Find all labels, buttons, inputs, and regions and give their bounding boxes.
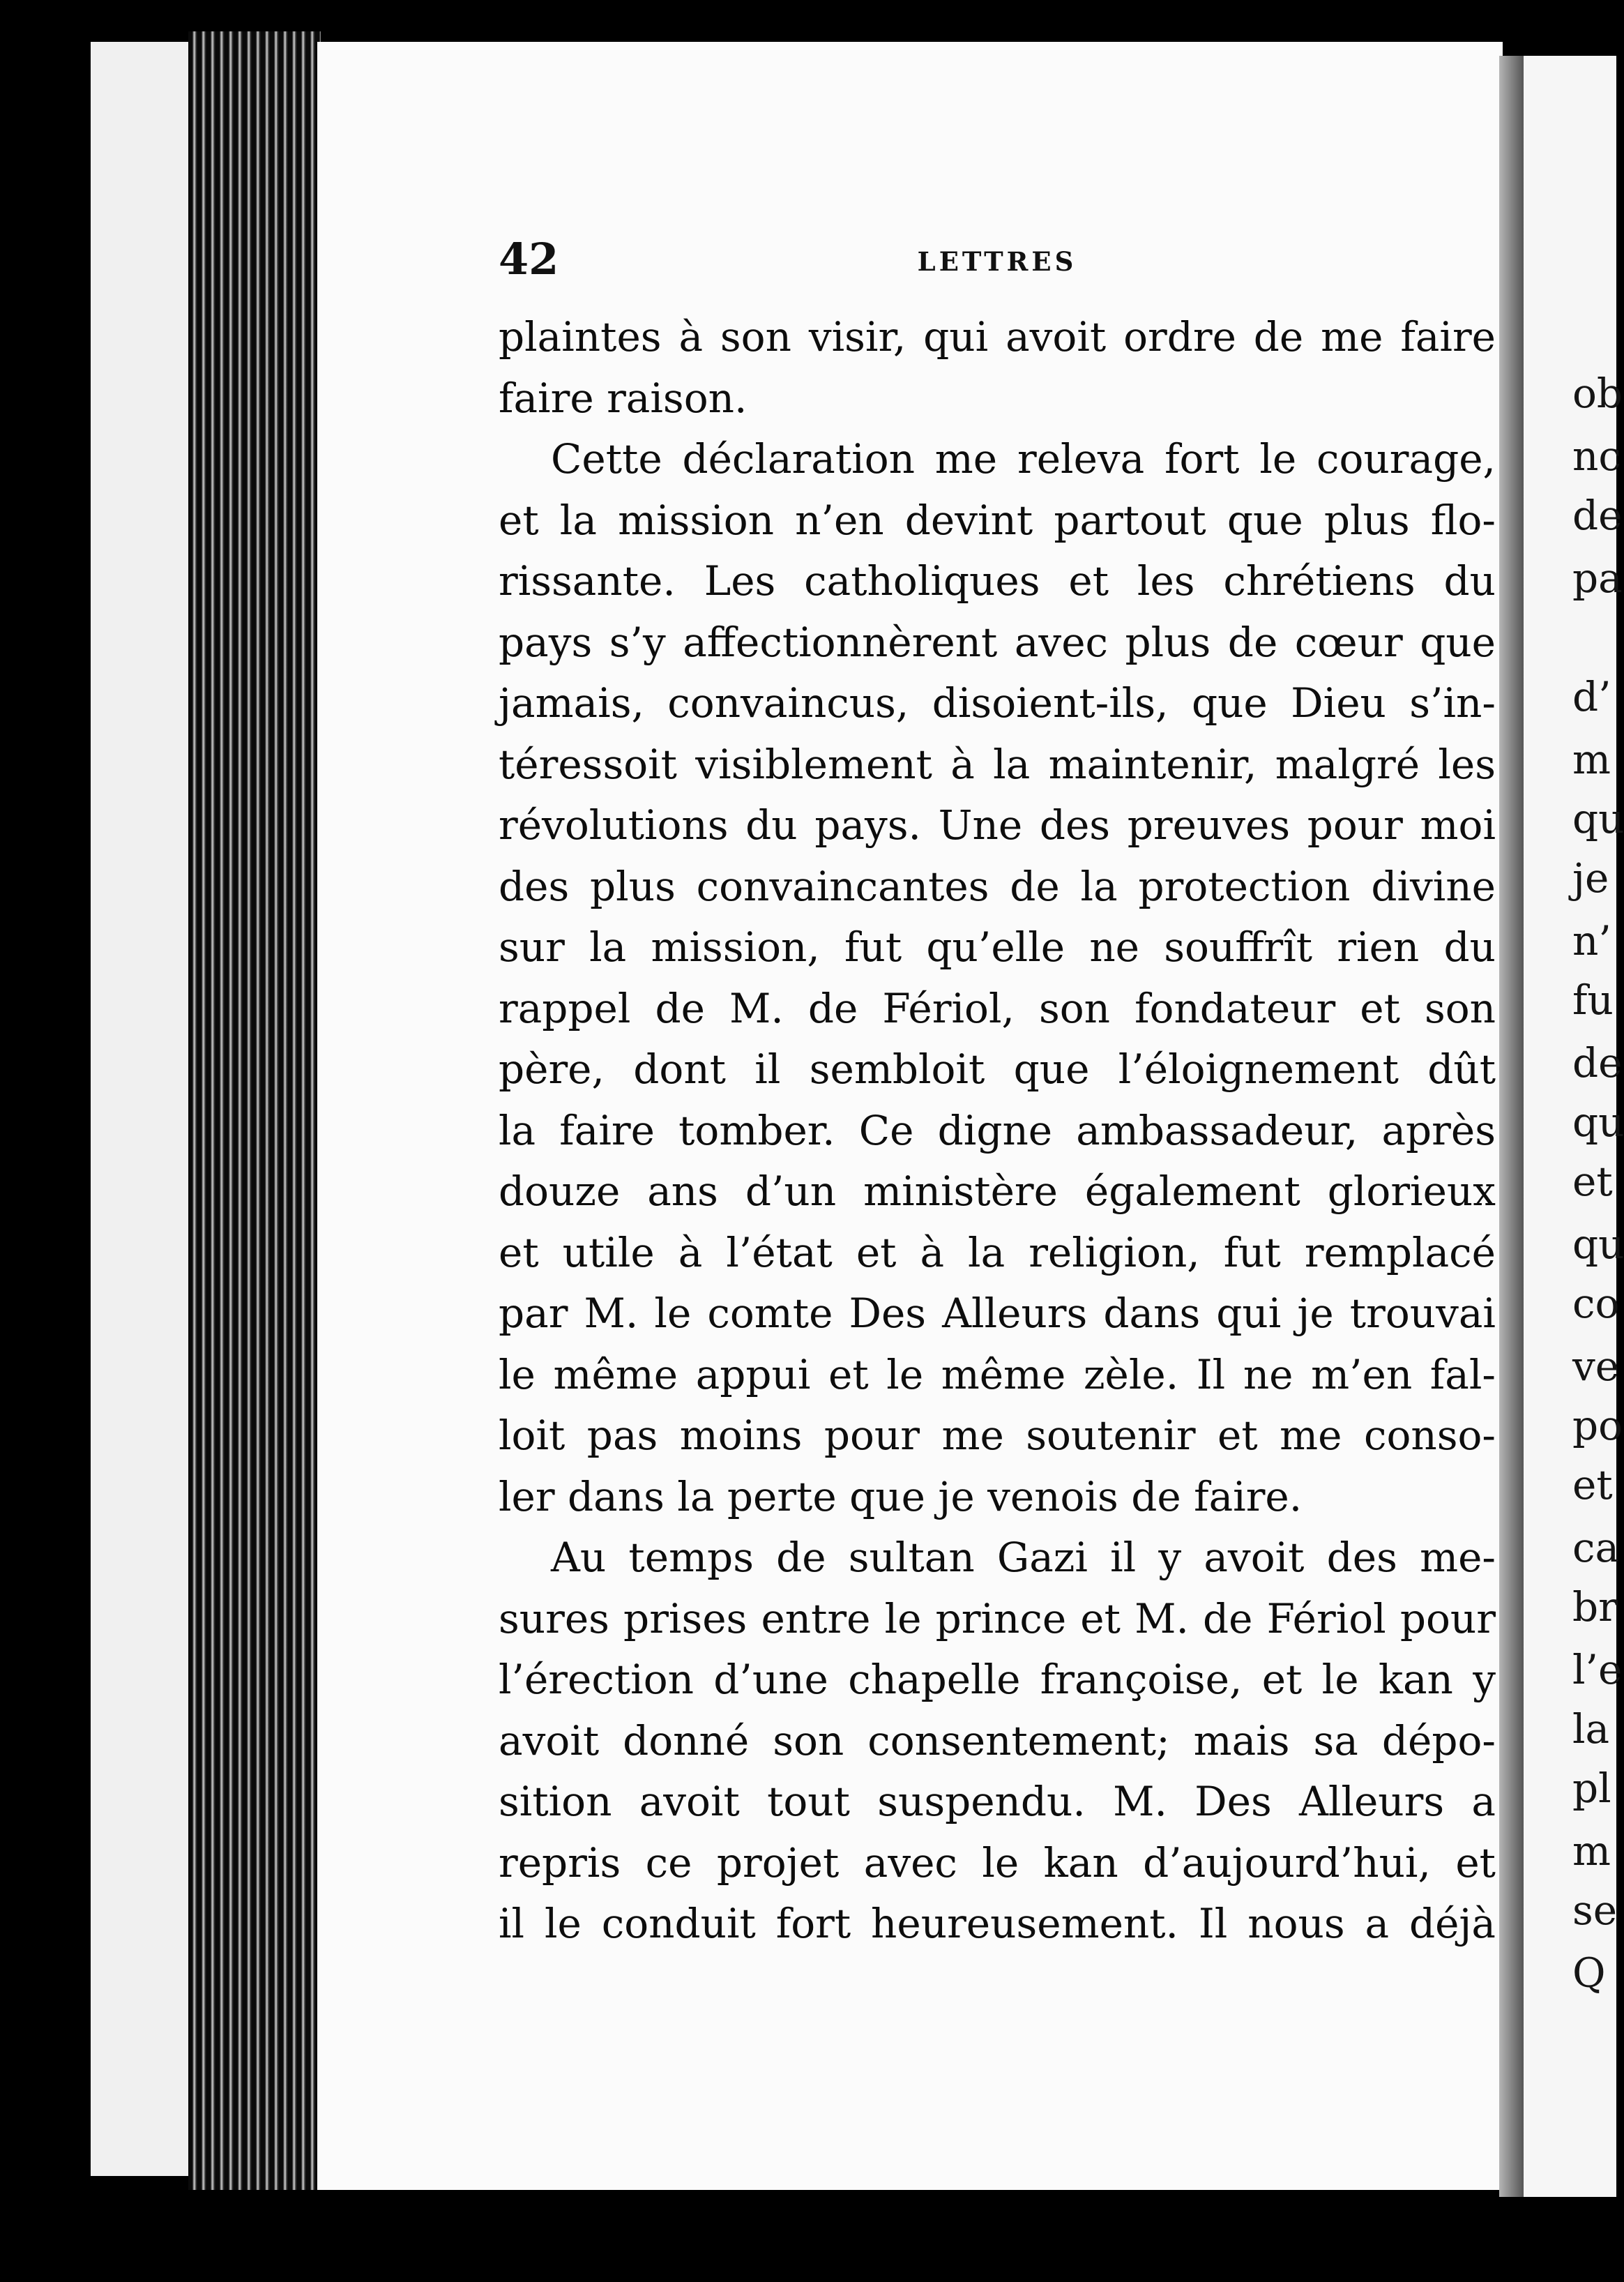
left-page-fold [91, 42, 195, 2176]
text-line: téressoit visiblement à la maintenir, malgré les [499, 740, 1496, 788]
text-line: et la mission n’en devint partout que plus flo- [499, 496, 1496, 544]
text-line: douze ans d’un ministère également glorieux [499, 1168, 1496, 1215]
paragraph-start-line: Au temps de sultan Gazi il y avoit des me- [551, 1534, 1496, 1581]
text-line: révolutions du pays. Une des preuves pour moi [499, 801, 1496, 849]
paragraph-start-line: Cette déclaration me releva fort le courage, [551, 435, 1496, 483]
text-line: pays s’y affectionnèrent avec plus de cœur que [499, 618, 1496, 666]
facing-fragment: l’e [1572, 1646, 1623, 1693]
facing-fragment: la [1572, 1705, 1610, 1753]
text-line: le même appui et le même zèle. Il ne m’en fal- [499, 1350, 1496, 1398]
facing-fragment: pa [1572, 554, 1623, 602]
facing-fragment: m [1572, 1827, 1611, 1875]
facing-fragment: pl [1572, 1765, 1611, 1812]
text-line: rissante. Les catholiques et les chrétiens du [499, 557, 1496, 605]
facing-fragment: je [1572, 854, 1609, 902]
text-line: plaintes à son visir, qui avoit ordre de me faire [499, 313, 1496, 361]
text-line: jamais, convaincus, disoient-ils, que Dieu s’in- [499, 679, 1496, 727]
page-number: 42 [499, 234, 559, 285]
facing-fragment: qu [1572, 1221, 1624, 1268]
text-line: sures prises entre le prince et M. de Fériol pour [499, 1594, 1496, 1642]
running-title: LETTRES [917, 246, 1077, 277]
facing-fragment: nc [1572, 432, 1621, 480]
text-line: sur la mission, fut qu’elle ne souffrît rien du [499, 923, 1496, 971]
facing-fragment: m [1572, 736, 1611, 783]
facing-fragment: ob [1572, 370, 1623, 417]
facing-fragment: et [1572, 1461, 1613, 1509]
scan-border [0, 2197, 1616, 2282]
text-line: l’érection d’une chapelle françoise, et le kan y [499, 1656, 1496, 1703]
text-line: il le conduit fort heureusement. Il nous a déjà [499, 1900, 1496, 1947]
facing-fragment: ve [1572, 1343, 1620, 1390]
text-line: sition avoit tout suspendu. M. Des Alleurs a [499, 1778, 1496, 1825]
facing-fragment: de [1572, 492, 1623, 539]
text-line: ler dans la perte que je venois de faire. [499, 1472, 1303, 1520]
facing-fragment: de [1572, 1039, 1623, 1087]
text-line: la faire tomber. Ce digne ambassadeur, après [499, 1106, 1496, 1154]
text-line: repris ce projet avec le kan d’aujourd’hui, et [499, 1838, 1496, 1887]
facing-fragment: d’ [1572, 673, 1611, 720]
text-line: avoit donné son consentement; mais sa dépo- [499, 1716, 1496, 1765]
facing-fragment: br [1572, 1583, 1618, 1631]
text-line: faire raison. [499, 374, 748, 422]
text-line: des plus convaincantes de la protection divine [499, 862, 1496, 910]
facing-page [1524, 56, 1624, 2197]
page-header [499, 234, 1496, 289]
facing-fragment: se [1572, 1887, 1618, 1934]
facing-fragment: et [1572, 1158, 1613, 1205]
page-edges-stack [188, 31, 321, 2190]
facing-fragment: ca [1572, 1524, 1620, 1571]
facing-fragment: qu [1572, 1098, 1624, 1146]
facing-fragment: n’ [1572, 917, 1611, 965]
text-line: et utile à l’état et à la religion, fut remplacé [499, 1228, 1496, 1276]
text-line: rappel de M. de Fériol, son fondateur et son [499, 984, 1496, 1032]
text-line: par M. le comte Des Alleurs dans qui je trouvai [499, 1290, 1496, 1337]
facing-fragment: co [1572, 1280, 1620, 1327]
body-text [499, 307, 1496, 1955]
facing-fragment: Q [1572, 1949, 1606, 1997]
facing-fragment: fu [1572, 976, 1614, 1024]
facing-fragment: po [1572, 1402, 1623, 1449]
facing-fragment: qu [1572, 795, 1624, 842]
text-line: père, dont il sembloit que l’éloignement dût [499, 1045, 1496, 1093]
text-line: loit pas moins pour me soutenir et me conso- [499, 1412, 1496, 1459]
